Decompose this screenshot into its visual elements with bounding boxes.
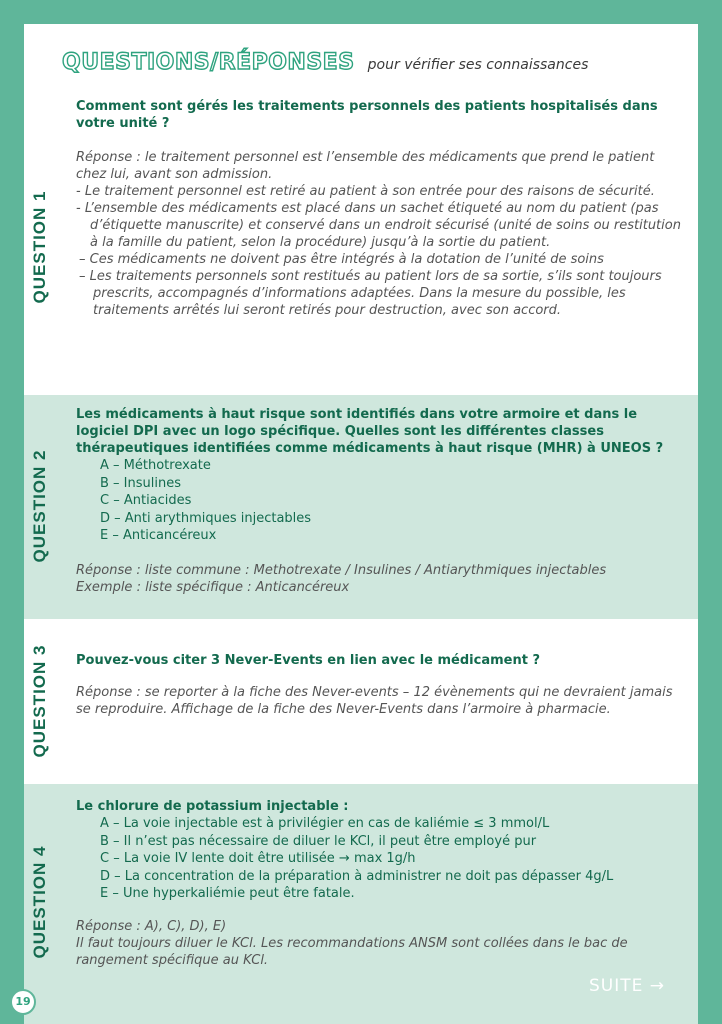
question-2-option-d: D – Anti arythmiques injectables (100, 510, 312, 526)
question-4-option-b: B – Il n’est pas nécessaire de diluer le KCl, il peut être employé pur (100, 833, 537, 849)
question-1-text: Comment sont gérés les traitements personnels des patients hospitalisés dans votre unité ? (76, 99, 658, 131)
question-4-note: Il faut toujours diluer le KCl. Les recommandations ANSM sont collées dans le bac de rangement spécifique au KCl. (76, 935, 628, 968)
question-4-label: QUESTION 4 (30, 845, 49, 959)
question-4-option-d: D – La concentration de la préparation à administrer ne doit pas dépasser 4g/L (100, 868, 614, 884)
question-1-content (76, 98, 682, 319)
question-4-option-c: C – La voie IV lente doit être utilisée → max 1g/h (100, 851, 416, 866)
question-2-option-a: A – Méthotrexate (100, 458, 211, 473)
question-3-text: Pouvez-vous citer 3 Never-Events en lien avec le médicament ? (76, 653, 540, 668)
question-1-section (24, 24, 698, 395)
question-2-example: Exemple : liste spécifique : Anticancéreux (76, 579, 350, 595)
question-2-option-c: C – Antiacides (100, 493, 192, 508)
question-2-option-b: B – Insulines (100, 475, 182, 491)
question-4-option-e: E – Une hyperkaliémie peut être fatale. (100, 886, 355, 901)
question-4-text: Le chlorure de potassium injectable : (76, 799, 349, 814)
question-2-option-e: E – Anticancéreux (100, 528, 217, 543)
question-4-option-a: A – La voie injectable est à privilégier en cas de kaliémie ≤ 3 mmol/L (100, 816, 550, 831)
question-2-section (24, 395, 698, 619)
question-3-section (24, 619, 698, 784)
list-item: – Ces médicaments ne doivent pas être intégrés à la dotation de l’unité de soins (79, 252, 604, 267)
page-title: QUESTIONS/RÉPONSES (62, 50, 355, 75)
page-subtitle: pour vérifier ses connaissances (367, 57, 589, 73)
question-2-answer: Réponse : liste commune : Methotrexate / Insulines / Antiarythmiques injectables (76, 562, 607, 578)
question-2-content (76, 406, 682, 596)
question-4-answer: Réponse : A), C), D), E) (76, 918, 227, 934)
page-number: 19 (10, 989, 36, 1015)
question-3-content (76, 652, 682, 718)
header (62, 50, 588, 75)
list-item: – Les traitements personnels sont restitués au patient lors de sa sortie, s’ils sont toujours prescrits, accompagnés d’informations adaptées. Dans la mesure du possible, les traitements arrêtés lui seront retirés pour destruction, avec son accord. (79, 269, 662, 318)
next-page-link[interactable]: SUITE → (589, 976, 666, 996)
page (24, 24, 698, 1024)
question-1-label: QUESTION 1 (30, 190, 49, 304)
list-item: - L’ensemble des médicaments est placé dans un sachet étiqueté au nom du patient (pas d’étiquette manuscrite) et conservé dans un endroit sécurisé (unité de soins ou restitution à la famille du patient, selon la procédure) jusqu’à la sortie du patient. (76, 201, 681, 250)
question-1-answer-intro: Réponse : le traitement personnel est l’ensemble des médicaments que prend le patient chez lui, avant son admission. (76, 150, 655, 182)
question-3-answer: Réponse : se reporter à la fiche des Never-events – 12 évènements qui ne devraient jamais se reproduire. Affichage de la fiche des Never-Events dans l’armoire à pharmacie. (76, 685, 673, 717)
question-4-content (76, 798, 682, 969)
list-item: - Le traitement personnel est retiré au patient à son entrée pour des raisons de sécurité. (76, 184, 655, 199)
question-3-label: QUESTION 3 (30, 644, 49, 758)
question-1-answer-list (76, 183, 682, 319)
question-2-text: Les médicaments à haut risque sont identifiés dans votre armoire et dans le logiciel DPI avec un logo spécifique. Quelles sont les différentes classes thérapeutiques identifiées comme médicaments à haut risque (MHR) à UNEOS ? (76, 407, 664, 456)
question-2-label: QUESTION 2 (30, 449, 49, 563)
